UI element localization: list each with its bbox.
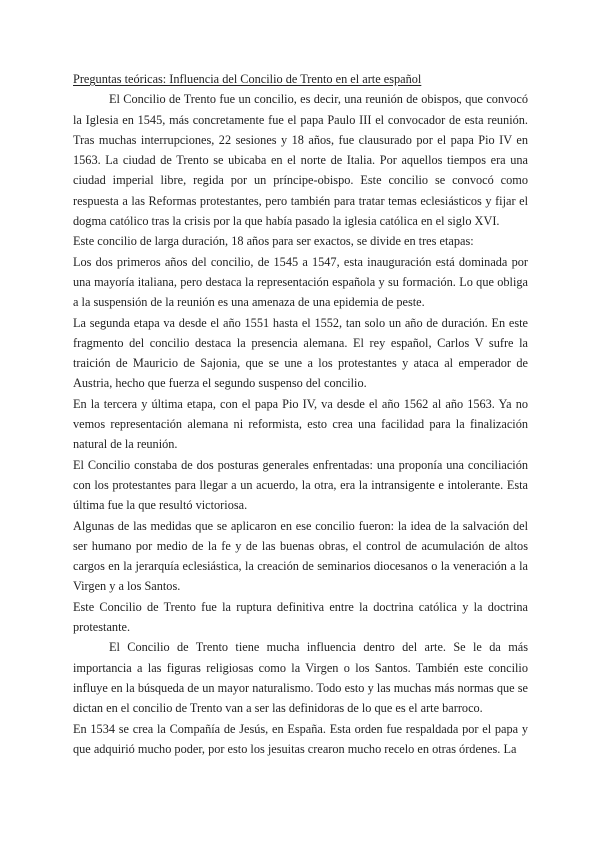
paragraph-rupture: Este Concilio de Trento fue la ruptura definitiva entre la doctrina católica y la doctrina protestante.: [73, 599, 528, 635]
paragraph-postures: El Concilio constaba de dos posturas generales enfrentadas: una proponía una conciliación con los protestantes para llegar a un acuerdo, la otra, era la intransigente e intolerante. Esta última fue la que resultó victoriosa.: [73, 457, 528, 513]
paragraph-stages-intro: Este concilio de larga duración, 18 años para ser exactos, se divide en tres etapas:: [73, 234, 474, 249]
paragraph-third-stage: En la tercera y última etapa, con el papa Pio IV, va desde el año 1562 al año 1563. Ya no vemos representación alemana ni reformista, esto crea una facilidad para la finalización natural de la reunión.: [73, 396, 528, 452]
page-title: Preguntas teóricas: Influencia del Concilio de Trento en el arte español: [73, 72, 422, 86]
paragraph-measures: Algunas de las medidas que se aplicaron en ese concilio fueron: la idea de la salvación del ser humano por medio de la fe y de las buenas obras, el control de acumulación de altos cargos en la jerarquía eclesiástica, la creación de seminarios diocesanos o la veneración a la Virgen y a los Santos.: [73, 518, 528, 594]
paragraph-intro: El Concilio de Trento fue un concilio, es decir, una reunión de obispos, que convocó la Iglesia en 1545, más concretamente fue el papa Paulo III el convocador de esta reunión. Tras muchas interrupciones, 22 sesiones y 18 años, fue clausurado por el papa Pio IV en 1563. La ciudad de Trento se ubicaba en el norte de Italia. Por aquellos tiempos era una ciudad imperial libre, regida por un príncipe-obispo. Este concilio se convocó como respuesta a las Reformas protestantes, pero también para tratar temas eclesiásticos y fijar el dogma católico tras la crisis por la que había pasado la iglesia católica en el siglo XVI.: [73, 92, 528, 229]
paragraph-first-stage: Los dos primeros años del concilio, de 1545 a 1547, esta inauguración está dominada por una mayoría italiana, pero destaca la representación española y su formación. Lo que obliga a la suspensión de la reunión es una amenaza de una epidemia de peste.: [73, 254, 528, 310]
paragraph-second-stage: La segunda etapa va desde el año 1551 hasta el 1552, tan solo un año de duración. En este fragmento del concilio destaca la presencia alemana. El rey español, Carlos V sufre la traición de Mauricio de Sajonia, que se une a los protestantes y ataca al emperador de Austria, hecho que fuerza el segundo suspenso del concilio.: [73, 315, 528, 391]
paragraph-art-influence: El Concilio de Trento tiene mucha influencia dentro del arte. Se le da más importancia a las figuras religiosas como la Virgen o los Santos. También este concilio influye en la búsqueda de un mayor naturalismo. Todo esto y las muchas más normas que se dictan en el concilio de Trento van a ser las definidoras de lo que es el arte barroco.: [73, 640, 528, 716]
paragraph-jesuits: En 1534 se crea la Compañía de Jesús, en España. Esta orden fue respaldada por el papa y que adquirió mucho poder, por esto los jesuitas crearon mucho recelo en otras órdenes. La: [73, 721, 528, 756]
